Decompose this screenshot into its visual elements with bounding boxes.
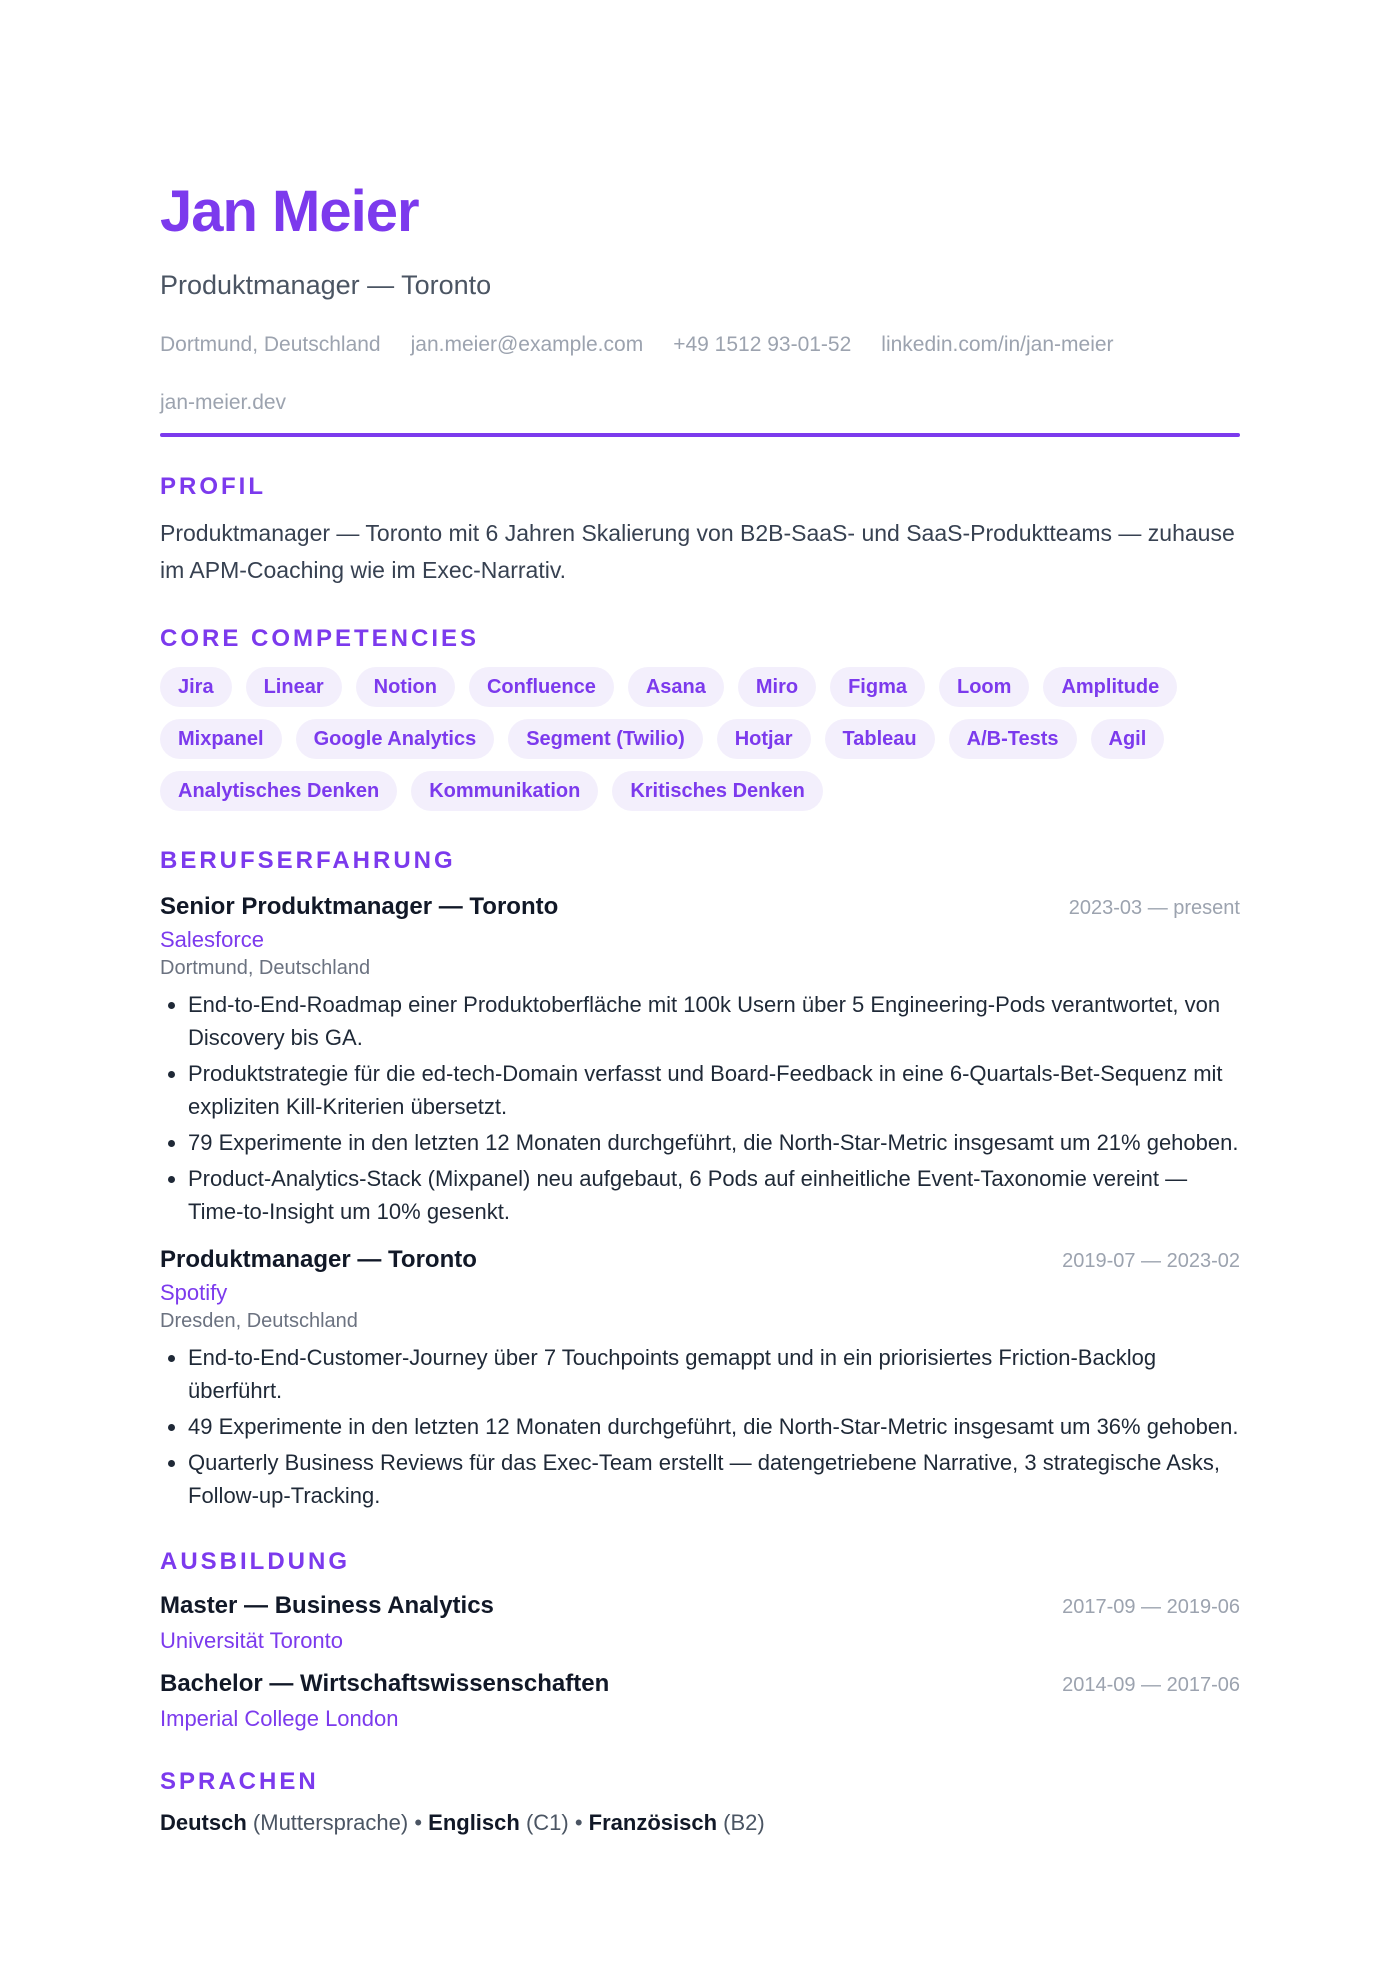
section-title-profile: PROFIL [160,472,266,500]
competency-chip: Asana [628,667,724,707]
language-name: Englisch [428,1809,520,1835]
competency-chip: Notion [356,667,455,707]
language-level: (C1) [525,1809,569,1835]
job-company: Spotify [160,1279,228,1305]
job-date: 2023-03 — present [1068,896,1240,919]
job-bullet: • End-to-End-Customer-Journey über 7 Touchpoints gemappt und in ein priorisiertes Friction-Backlog überführt. [188,1341,1240,1407]
section-title-languages: SPRACHEN [160,1767,319,1795]
competency-chip: Loom [939,667,1029,707]
job-location: Dortmund, Deutschland [160,956,371,979]
language-name: Französisch [588,1809,718,1835]
competency-chip: A/B-Tests [949,719,1077,759]
job-entry [160,893,1240,1228]
competency-chip: Mixpanel [160,719,282,759]
job-bullet: • End-to-End-Roadmap einer Produktoberfläche mit 100k Usern über 5 Engineering-Pods verantwortet, von Discovery bis GA. [188,988,1240,1054]
competency-chips [160,667,1240,811]
job-date: 2019-07 — 2023-02 [1062,1249,1240,1272]
job-bullet: • 79 Experimente in den letzten 12 Monaten durchgeführt, die North-Star-Metric insgesamt um 21% gehoben. [188,1126,1240,1159]
competency-chip: Linear [246,667,342,707]
competency-chip: Jira [160,667,232,707]
education-header [160,1670,1240,1698]
job-bullet: • Quarterly Business Reviews für das Exec-Team erstellt — datengetriebene Narrative, 3 strategische Asks, Follow-up-Tracking. [188,1446,1240,1512]
competency-chip: Miro [738,667,816,707]
section-title-competencies: CORE COMPETENCIES [160,624,480,652]
competency-chip: Hotjar [717,719,811,759]
contact-linkedin[interactable]: linkedin.com/in/jan-meier [881,332,1114,356]
language-separator: • [568,1809,589,1835]
education-date: 2014-09 — 2017-06 [1062,1673,1240,1696]
job-entry [160,1246,1240,1512]
language-level: (B2) [723,1809,765,1835]
education-institution: Imperial College London [160,1705,399,1731]
competency-chip: Kommunikation [411,771,598,811]
job-bullet: • 49 Experimente in den letzten 12 Monaten durchgeführt, die North-Star-Metric insgesamt um 36% gehoben. [188,1410,1240,1443]
job-bullet: • Produktstrategie für die ed-tech-Domain verfasst und Board-Feedback in eine 6-Quartals-Bet-Sequenz mit expliziten Kill-Kriterien übersetzt. [188,1057,1240,1123]
section-title-experience: BERUFSERFAHRUNG [160,846,456,874]
job-title: Produktmanager — Toronto [160,1245,477,1273]
language-separator: • [408,1809,429,1835]
contact-email[interactable]: jan.meier@example.com [410,332,644,356]
job-company: Salesforce [160,926,264,952]
education-institution: Universität Toronto [160,1627,344,1653]
job-bullets [160,988,1240,1228]
competency-chip: Analytisches Denken [160,771,397,811]
job-bullets [160,1341,1240,1512]
job-bullet: • Product-Analytics-Stack (Mixpanel) neu aufgebaut, 6 Pods auf einheitliche Event-Taxonomie vereint — Time-to-Insight um 10% gesenkt. [188,1162,1240,1228]
education-degree: Bachelor — Wirtschaftswissenschaften [160,1669,610,1697]
contact-list [160,323,1240,425]
competency-chip: Tableau [825,719,935,759]
language-name: Deutsch [160,1809,247,1835]
education-header [160,1592,1240,1620]
job-title: Senior Produktmanager — Toronto [160,892,559,920]
competency-chip: Amplitude [1043,667,1177,707]
candidate-name: Jan Meier [160,179,419,244]
competency-chip: Segment (Twilio) [508,719,703,759]
contact-website[interactable]: jan-meier.dev [160,390,287,414]
language-list [160,1810,1240,1836]
education-date: 2017-09 — 2019-06 [1062,1595,1240,1618]
contact-phone[interactable]: +49 1512 93-01-52 [673,332,852,356]
education-entry [160,1670,1240,1732]
job-header [160,893,1240,921]
section-title-education: AUSBILDUNG [160,1547,350,1575]
candidate-subtitle: Produktmanager — Toronto [160,269,492,300]
header-divider [160,433,1240,437]
job-header [160,1246,1240,1274]
competency-chip: Google Analytics [296,719,495,759]
competency-chip: Kritisches Denken [612,771,823,811]
language-level: (Muttersprache) [252,1809,409,1835]
education-degree: Master — Business Analytics [160,1591,494,1619]
competency-chip: Figma [830,667,925,707]
education-entry [160,1592,1240,1654]
competency-chip: Agil [1091,719,1165,759]
profile-text: Produktmanager — Toronto mit 6 Jahren Skalierung von B2B-SaaS- und SaaS-Produktteams — zuhause im APM-Coaching wie im Exec-Narrativ. [160,519,1235,583]
job-location: Dresden, Deutschland [160,1309,358,1332]
contact-location: Dortmund, Deutschland [160,332,381,356]
competency-chip: Confluence [469,667,614,707]
